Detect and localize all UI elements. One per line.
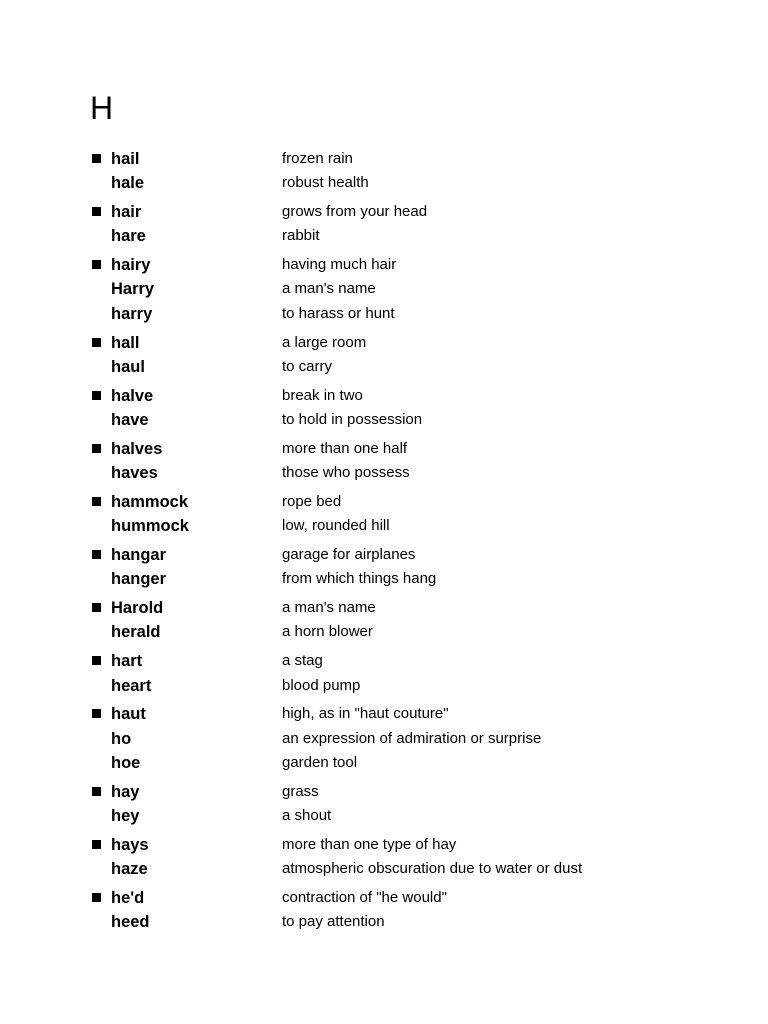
entry-word: hair — [111, 203, 142, 222]
entry-definition: rabbit — [282, 227, 320, 245]
entry-word: hays — [111, 835, 149, 854]
entry-word: Harold — [111, 599, 164, 618]
entry-row — [90, 355, 730, 379]
entry-row — [90, 461, 730, 485]
entry-definition: from which things hang — [282, 570, 437, 588]
homophone-group — [90, 147, 730, 195]
homophone-group — [90, 490, 730, 538]
entry-definition: frozen rain — [282, 150, 353, 167]
homophone-group — [90, 200, 730, 248]
homophone-group — [90, 596, 730, 644]
entry-word: haul — [111, 357, 145, 376]
entry-row — [90, 620, 730, 644]
entry-row — [90, 567, 730, 591]
entry-definition: a man's name — [282, 280, 376, 298]
entry-word: Harry — [111, 280, 155, 299]
entry-definition: blood pump — [282, 676, 361, 694]
entry-row — [90, 171, 730, 195]
entry-definition: rope bed — [282, 492, 342, 510]
entry-row — [90, 200, 730, 224]
entry-definition: high, as in "haut couture" — [282, 705, 449, 723]
entry-word: hay — [111, 782, 140, 801]
entry-row — [90, 437, 730, 461]
entry-row — [90, 331, 730, 355]
entry-word: hummock — [111, 517, 189, 536]
entry-word: hart — [111, 652, 143, 671]
entry-definition: a horn blower — [282, 623, 373, 641]
entry-row — [90, 751, 730, 775]
entry-word: hangar — [111, 546, 167, 565]
homophone-group — [90, 331, 730, 379]
entry-definition: to carry — [282, 357, 333, 375]
entry-word: hoe — [111, 753, 141, 772]
entry-definition: having much hair — [282, 256, 397, 274]
entry-row — [90, 649, 730, 673]
entry-definition: an expression of admiration or surprise — [282, 729, 542, 747]
entry-definition: those who possess — [282, 464, 410, 481]
entry-word: heed — [111, 913, 150, 932]
entry-definition: a shout — [282, 806, 332, 824]
entry-definition: a stag — [282, 652, 323, 670]
entry-word: harry — [111, 304, 153, 323]
entry-row — [90, 384, 730, 408]
entry-row — [90, 674, 730, 698]
entry-row — [90, 702, 730, 726]
homophone-group — [90, 384, 730, 432]
entry-word: hare — [111, 227, 146, 246]
entry-row — [90, 302, 730, 326]
entry-row — [90, 833, 730, 857]
entry-row — [90, 543, 730, 567]
entry-word: heart — [111, 676, 152, 695]
entry-row — [90, 857, 730, 881]
entry-word: halve — [111, 386, 154, 405]
entry-word: hammock — [111, 492, 189, 511]
letter-heading: H — [90, 90, 114, 126]
entry-row — [90, 886, 730, 910]
entry-word: halves — [111, 439, 163, 458]
entry-definition: break in two — [282, 386, 363, 404]
entry-definition: atmospheric obscuration due to water or dust — [282, 860, 583, 878]
entry-definition: to hold in possession — [282, 410, 423, 428]
homophone-group — [90, 253, 730, 326]
entry-row — [90, 224, 730, 248]
homophone-list — [90, 147, 730, 939]
homophone-group — [90, 702, 730, 775]
entry-word: herald — [111, 623, 161, 642]
homophone-group — [90, 886, 730, 934]
entry-row — [90, 408, 730, 432]
entry-word: have — [111, 410, 149, 429]
entry-word: haut — [111, 705, 146, 724]
entry-word: he'd — [111, 889, 145, 907]
entry-definition: a man's name — [282, 599, 376, 617]
entry-row — [90, 780, 730, 804]
entry-row — [90, 910, 730, 934]
entry-word: haves — [111, 464, 158, 482]
entry-word: hail — [111, 150, 140, 168]
entry-word: hale — [111, 174, 145, 193]
entry-definition: robust health — [282, 174, 369, 192]
homophone-group — [90, 780, 730, 828]
entry-word: ho — [111, 729, 132, 748]
entry-row — [90, 514, 730, 538]
entry-definition: a large room — [282, 333, 367, 351]
entry-definition: more than one half — [282, 439, 408, 457]
entry-row — [90, 253, 730, 277]
entry-definition: grows from your head — [282, 203, 428, 221]
entry-row — [90, 596, 730, 620]
entry-definition: low, rounded hill — [282, 517, 390, 535]
entry-row — [90, 490, 730, 514]
entry-row — [90, 804, 730, 828]
entry-definition: garage for airplanes — [282, 546, 416, 564]
entry-definition: garden tool — [282, 753, 358, 771]
entry-definition: grass — [282, 782, 319, 800]
entry-definition: to harass or hunt — [282, 304, 395, 322]
homophone-group — [90, 833, 730, 881]
entry-word: haze — [111, 860, 148, 879]
homophone-group — [90, 649, 730, 697]
entry-definition: contraction of "he would" — [282, 889, 447, 906]
entry-definition: more than one type of hay — [282, 835, 457, 853]
entry-word: hall — [111, 333, 140, 352]
entry-word: hey — [111, 806, 140, 825]
entry-row — [90, 277, 730, 301]
entry-row — [90, 727, 730, 751]
entry-definition: to pay attention — [282, 913, 385, 931]
homophone-group — [90, 437, 730, 485]
homophone-group — [90, 543, 730, 591]
entry-word: hanger — [111, 570, 167, 589]
entry-row — [90, 147, 730, 171]
entry-word: hairy — [111, 256, 151, 275]
